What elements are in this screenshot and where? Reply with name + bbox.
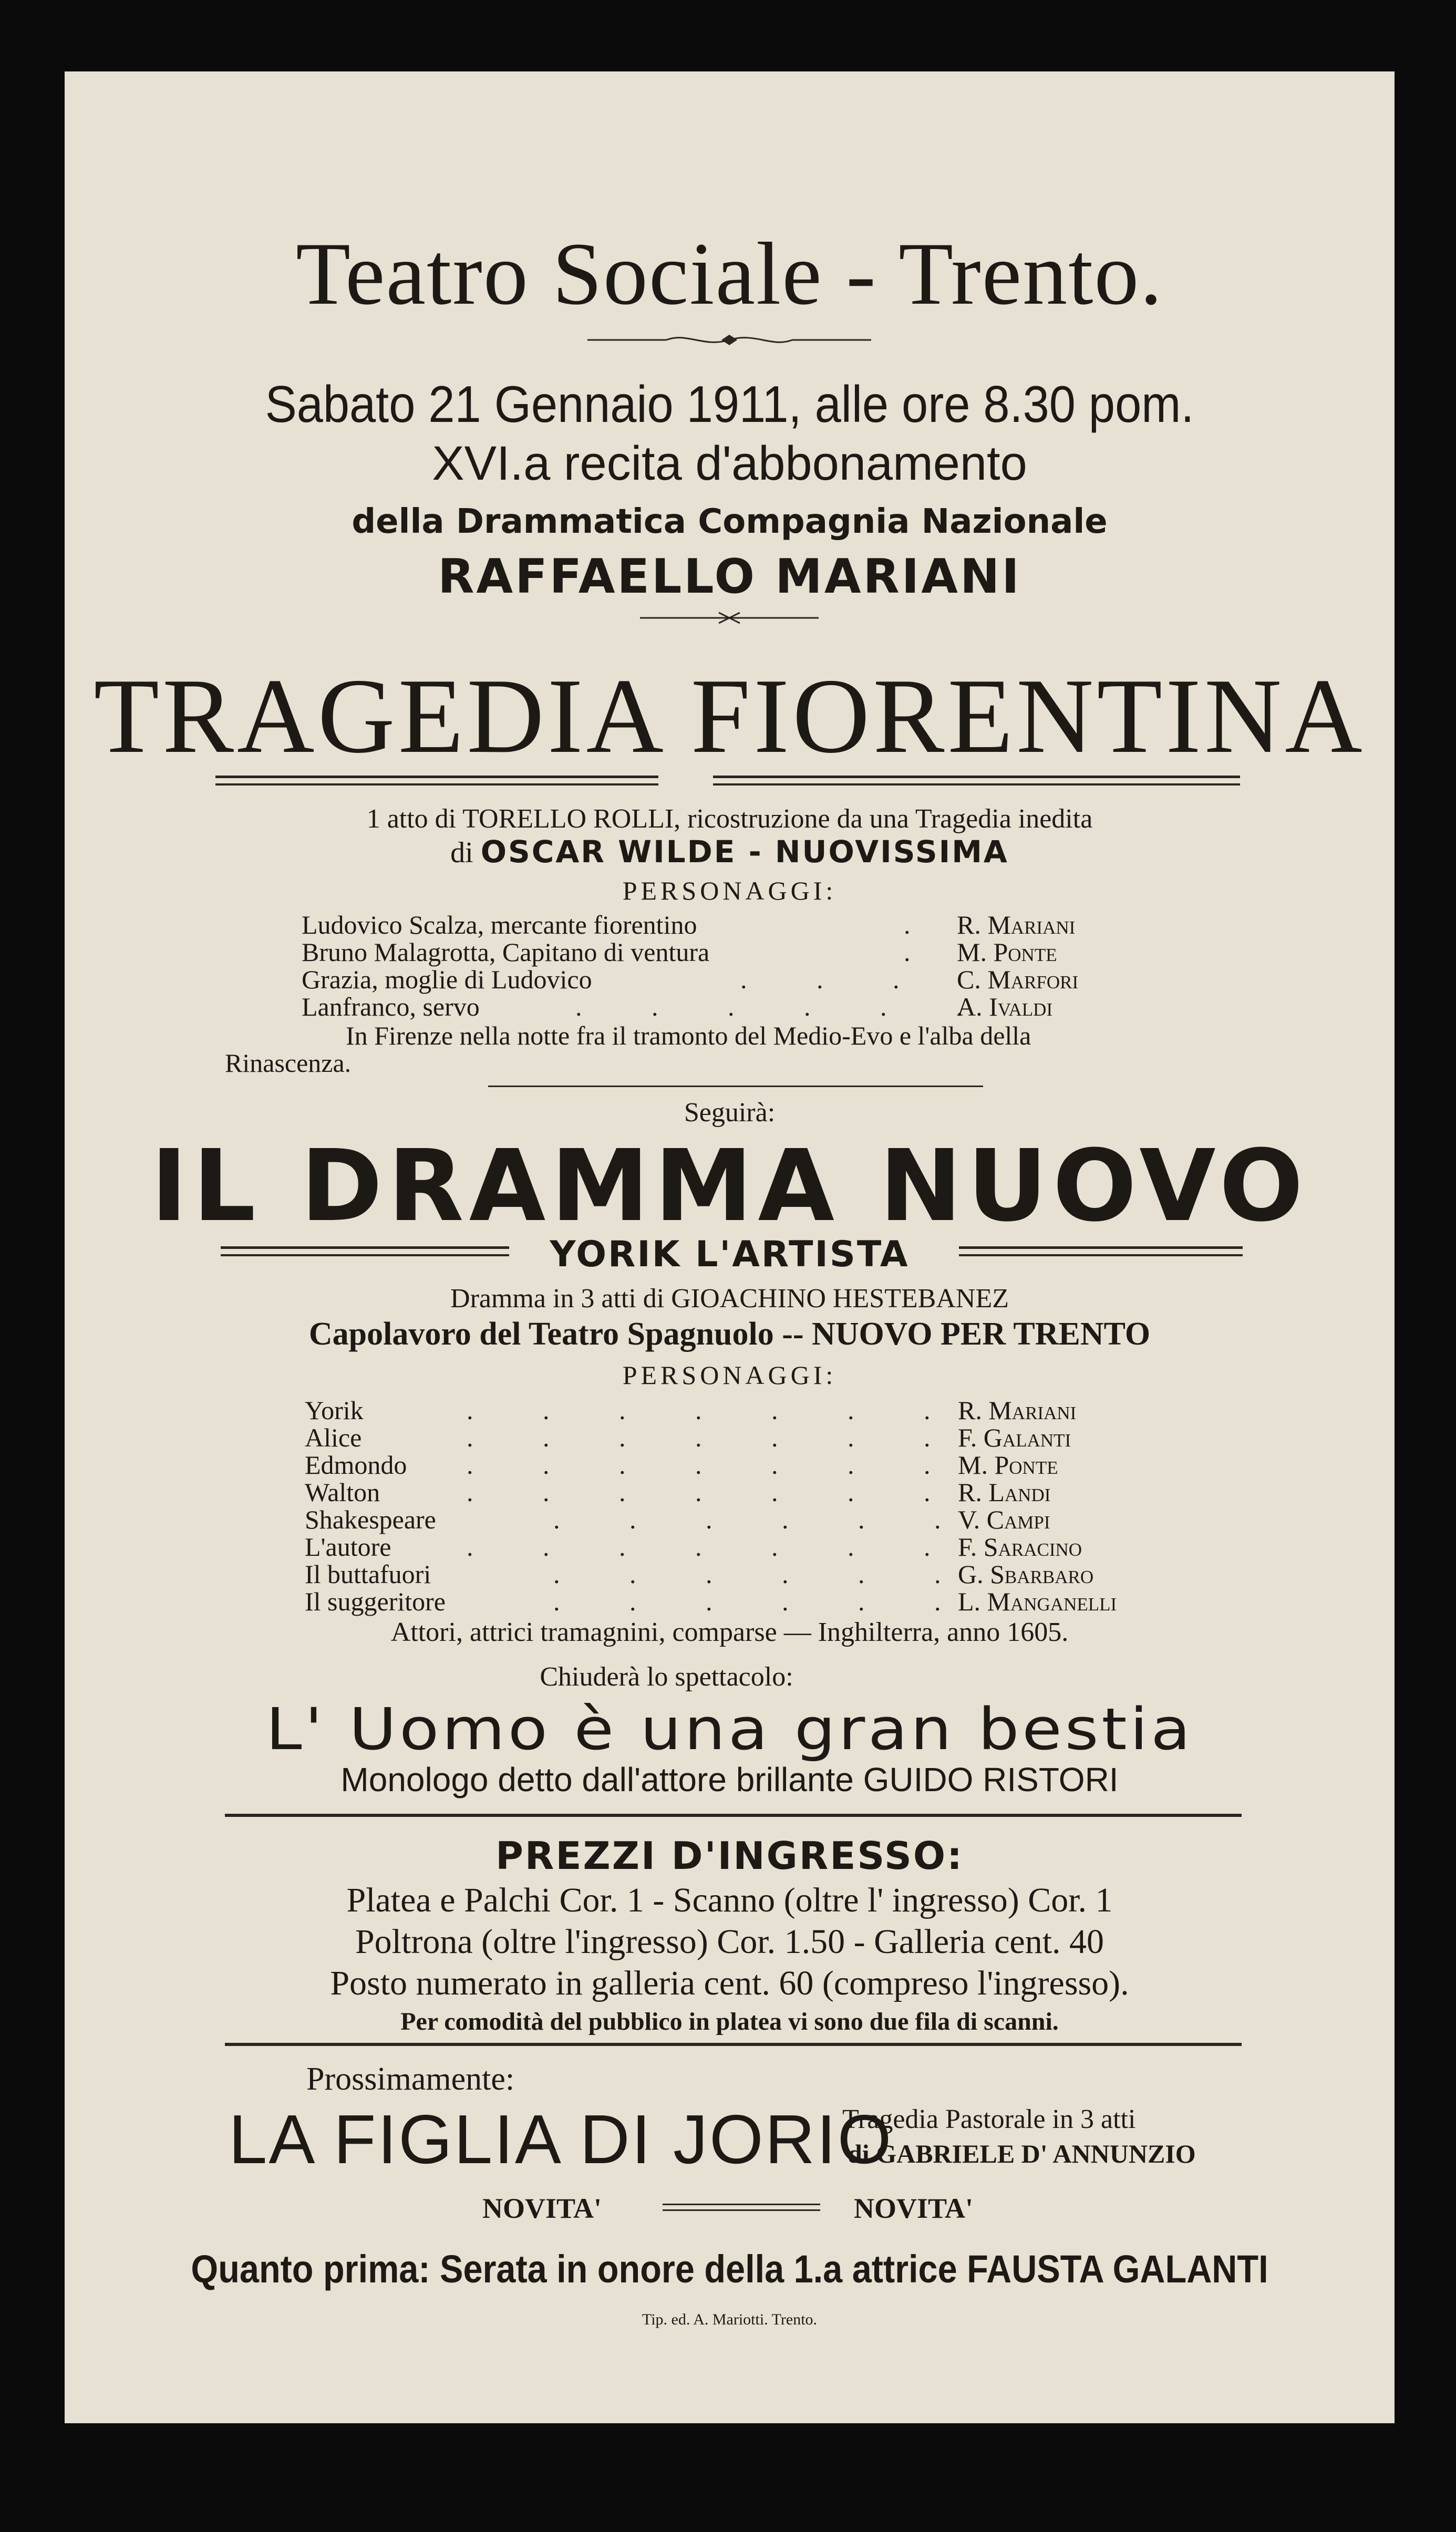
play1-setting-line: In Firenze nella notte fra il tramonto del Medio-Evo e l'alba della bbox=[346, 1021, 1031, 1050]
cast-actor: R. Landi bbox=[958, 1477, 1051, 1507]
seguira-label: Seguirà: bbox=[684, 1098, 776, 1128]
double-rule bbox=[215, 776, 658, 786]
cast-role: Edmondo bbox=[305, 1450, 407, 1480]
play1-author-line: 1 atto di TORELLO ROLLI, ricostruzione da una Tragedia inedita bbox=[366, 804, 1093, 834]
section-rule bbox=[225, 2043, 1242, 2046]
cast-role: L'autore bbox=[305, 1532, 391, 1562]
company-line: della Drammatica Compagnia Nazionale bbox=[352, 502, 1108, 541]
leader-dots: . . . . . . bbox=[553, 1587, 941, 1616]
double-rule bbox=[713, 776, 1240, 786]
cast-actor: M. Ponte bbox=[958, 1450, 1058, 1480]
company-name: RAFFAELLO MARIANI bbox=[438, 549, 1021, 604]
leader-dots: . bbox=[904, 910, 911, 939]
cast-actor: L. Manganelli bbox=[958, 1587, 1117, 1616]
play2-title: YORIK L'ARTISTA bbox=[550, 1234, 910, 1275]
cast-role: Lanfranco, servo bbox=[302, 992, 480, 1021]
divider-rule bbox=[488, 1086, 983, 1087]
cast-role: Yorik bbox=[305, 1396, 364, 1425]
playbill-poster bbox=[65, 71, 1395, 2423]
prices-note: Per comodità del pubblico in platea vi sono due fila di scanni. bbox=[400, 2008, 1059, 2035]
play2-subtitle: Dramma in 3 atti di GIOACHINO HESTEBANEZ bbox=[450, 1284, 1009, 1314]
upcoming-desc: di GABRIELE D' ANNUNZIO bbox=[848, 2139, 1196, 2168]
cast-actor: R. Mariani bbox=[958, 1396, 1077, 1425]
upcoming-intro: Prossimamente: bbox=[306, 2061, 515, 2097]
closing-intro: Chiuderà lo spettacolo: bbox=[540, 1662, 793, 1692]
cast-role: Walton bbox=[305, 1477, 380, 1507]
prices-heading: PREZZI D'INGRESSO: bbox=[495, 1834, 964, 1878]
cast-actor: M. Ponte bbox=[957, 937, 1057, 967]
recita-line: XVI.a recita d'abbonamento bbox=[432, 437, 1027, 490]
leader-dots: . . . . . . bbox=[553, 1505, 941, 1534]
play1-setting-line: Rinascenza. bbox=[225, 1048, 352, 1078]
cast-role: Il buttafuori bbox=[305, 1559, 431, 1589]
play1-cast-heading: PERSONAGGI: bbox=[622, 876, 837, 905]
leader-dots: . . . . . . . bbox=[467, 1450, 931, 1480]
upcoming-desc: Tragedia Pastorale in 3 atti bbox=[842, 2104, 1136, 2134]
novita-label: NOVITA' bbox=[482, 2193, 602, 2224]
play2-cast-heading: PERSONAGGI: bbox=[622, 1360, 837, 1390]
section-rule bbox=[225, 1814, 1242, 1817]
leader-dots: . . . . . . bbox=[575, 992, 963, 1021]
cast-actor: V. Campi bbox=[958, 1505, 1050, 1534]
leader-dots: . . . . . . . bbox=[467, 1477, 931, 1507]
cast-actor: A. Ivaldi bbox=[957, 992, 1053, 1021]
leader-dots: . . . . . . . bbox=[467, 1423, 931, 1452]
closing-title: L' Uomo è una gran bestia bbox=[265, 1696, 1194, 1763]
leader-dots: . . . . . . bbox=[553, 1559, 941, 1589]
author-prefix: di bbox=[450, 836, 473, 869]
cast-actor: F. Galanti bbox=[958, 1423, 1071, 1452]
cast-role: Alice bbox=[305, 1423, 362, 1452]
play1-title: TRAGEDIA FIORENTINA bbox=[94, 657, 1366, 776]
cast-role: Grazia, moglie di Ludovico bbox=[302, 965, 592, 994]
double-rule bbox=[663, 2204, 820, 2211]
cast-role: Il suggeritore bbox=[305, 1587, 446, 1616]
novita-label: NOVITA' bbox=[854, 2193, 974, 2224]
play2-footer: Attori, attrici tramagnini, comparse — Inghilterra, anno 1605. bbox=[390, 1617, 1069, 1647]
date-line: Sabato 21 Gennaio 1911, alle ore 8.30 pom. bbox=[265, 375, 1194, 433]
leader-dots: . . . . . . . bbox=[467, 1396, 931, 1425]
prices-line: Posto numerato in galleria cent. 60 (compreso l'ingresso). bbox=[330, 1964, 1129, 2002]
cast-role: Shakespeare bbox=[305, 1505, 436, 1534]
leader-dots: . . . bbox=[740, 965, 900, 994]
arrow-ornament bbox=[640, 612, 819, 624]
leader-dots: . bbox=[904, 937, 911, 967]
closing-subtitle: Monologo detto dall'attore brillante GUIDO RISTORI bbox=[340, 1761, 1119, 1799]
upcoming-title: LA FIGLIA DI JORIO bbox=[229, 2101, 893, 2178]
flourish-ornament bbox=[587, 332, 871, 348]
printer-credit: Tip. ed. A. Mariotti. Trento. bbox=[642, 2311, 818, 2328]
play2-banner: IL DRAMMA NUOVO bbox=[150, 1129, 1309, 1244]
theatre-title: Teatro Sociale - Trento. bbox=[296, 224, 1163, 323]
prices-line: Platea e Palchi Cor. 1 - Scanno (oltre l' ingresso) Cor. 1 bbox=[346, 1881, 1113, 1919]
cast-actor: G. Sbarbaro bbox=[958, 1559, 1094, 1589]
cast-actor: F. Saracino bbox=[958, 1532, 1082, 1562]
cast-role: Ludovico Scalza, mercante fiorentino bbox=[302, 910, 697, 939]
benefit-line: Quanto prima: Serata in onore della 1.a attrice FAUSTA GALANTI bbox=[191, 2247, 1268, 2291]
play1-author-credit bbox=[65, 834, 1395, 870]
cast-role: Bruno Malagrotta, Capitano di ventura bbox=[302, 937, 710, 967]
author-name: OSCAR WILDE - NUOVISSIMA bbox=[480, 834, 1009, 870]
play2-tagline: Capolavoro del Teatro Spagnuolo -- NUOVO PER TRENTO bbox=[308, 1316, 1151, 1352]
double-rule bbox=[959, 1246, 1243, 1256]
cast-actor: C. Marfori bbox=[957, 965, 1079, 994]
cast-actor: R. Mariani bbox=[957, 910, 1076, 939]
prices-line: Poltrona (oltre l'ingresso) Cor. 1.50 - Galleria cent. 40 bbox=[355, 1923, 1104, 1961]
leader-dots: . . . . . . . bbox=[467, 1532, 931, 1562]
